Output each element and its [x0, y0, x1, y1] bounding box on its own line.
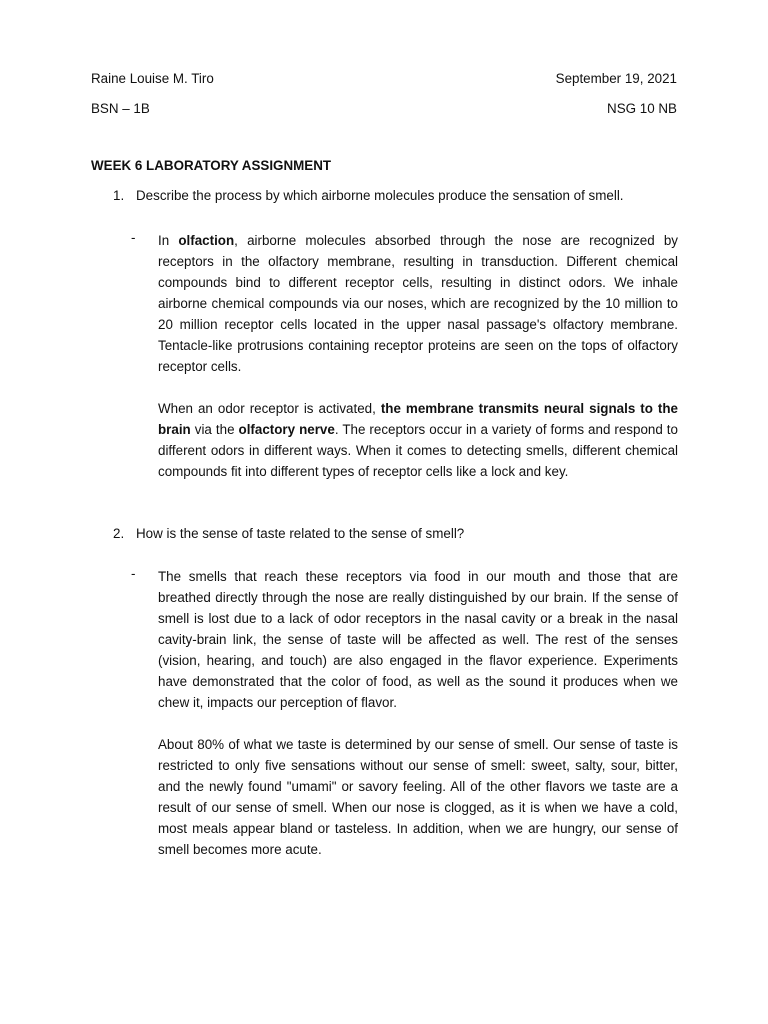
answer-paragraph: [158, 734, 678, 860]
question-text: How is the sense of taste related to the sense of smell?: [136, 526, 465, 541]
header-row-2: [91, 101, 677, 116]
emphasized-text: olfaction: [178, 233, 235, 248]
document-date: September 19, 2021: [555, 71, 677, 86]
section-label: BSN – 1B: [91, 101, 150, 116]
body-text: When an odor receptor is activated,: [158, 401, 381, 416]
answer-paragraph: [158, 230, 678, 377]
body-text: via the: [190, 422, 239, 437]
question-number: 2.: [113, 526, 125, 541]
body-text: In: [158, 233, 179, 248]
answer-paragraph: [158, 566, 678, 713]
body-text: About 80% of what we taste is determined by our sense of smell. Our sense of taste is restricted to only five sensations without our sense of smell: sweet, salty, sour, bitter, and the newly found "umami" or savory feeling. All of the other flavors we taste are a result of our sense of smell. When our nose is clogged, as it is when we have a cold, most meals appear bland or tasteless. In addition, when we are hungry, our sense of smell becomes more acute.: [158, 737, 678, 857]
body-text: . The receptors occur in a variety of forms and respond to different odors in different ways. When it comes to detecting smells, different chemical compounds fit into different types of receptor cells like a lock and key.: [158, 422, 678, 479]
body-text: The smells that reach these receptors via food in our mouth and those that are breathed directly through the nose are really distinguished by our brain. If the sense of smell is lost due to a lack of odor receptors in the nasal cavity or a break in the nasal cavity-brain link, the sense of taste will be affected as well. The rest of the senses (vision, hearing, and touch) are also engaged in the flavor experience. Experiments have demonstrated that the color of food, as well as the sound it produces when we chew it, impacts our perception of flavor.: [158, 569, 678, 710]
header-row-1: [91, 71, 677, 86]
course-code: NSG 10 NB: [607, 101, 677, 116]
author-name: Raine Louise M. Tiro: [91, 71, 214, 86]
answer-paragraph: [158, 398, 678, 482]
assignment-title: WEEK 6 LABORATORY ASSIGNMENT: [91, 158, 332, 173]
emphasized-text: the membrane transmits neural signals to the brain: [158, 401, 679, 437]
bullet-dash: -: [131, 230, 136, 245]
bullet-dash: -: [131, 566, 136, 581]
emphasized-text: olfactory nerve: [238, 422, 335, 437]
question-text: Describe the process by which airborne molecules produce the sensation of smell.: [136, 188, 624, 203]
question-number: 1.: [113, 188, 125, 203]
body-text: , airborne molecules absorbed through the nose are recognized by receptors in the olfactory membrane, resulting in transduction. Different chemical compounds bind to different receptor cells, resulting in distinct odors. We inhale airborne chemical compounds via our noses, which are recognized by the 10 million to 20 million receptor cells located in the upper nasal passage's olfactory membrane. Tentacle-like protrusions containing receptor proteins are seen on the tops of olfactory receptor cells.: [158, 233, 679, 374]
